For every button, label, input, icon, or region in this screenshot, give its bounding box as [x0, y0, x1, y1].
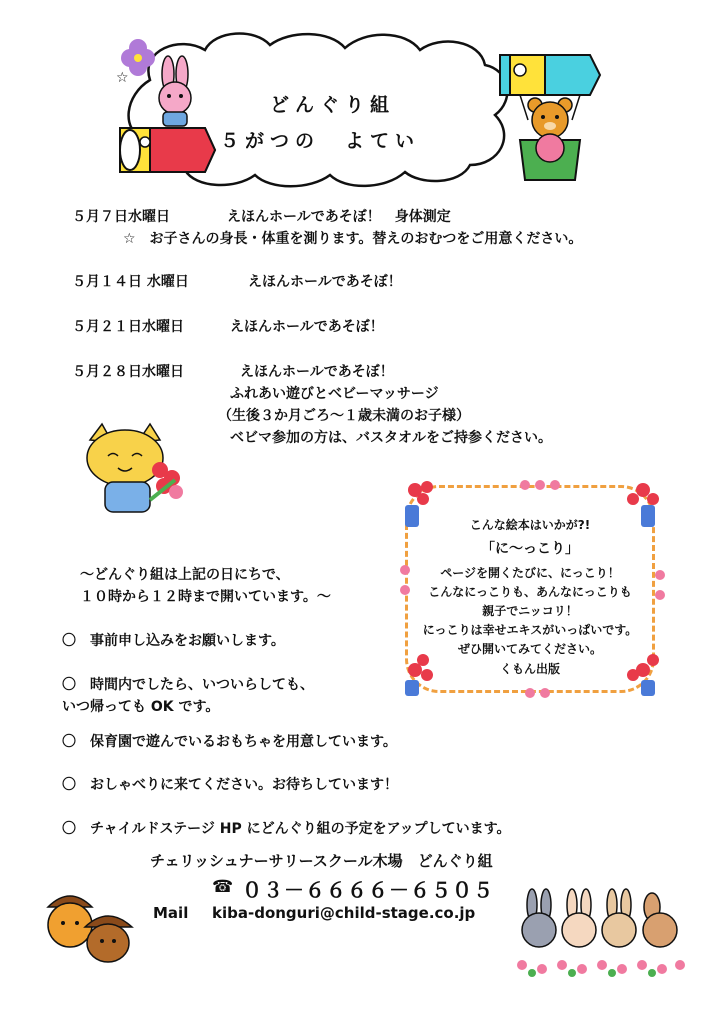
- book-line-2: こんなにっこりも、あんなにっこりも: [428, 585, 632, 599]
- notice-item: 〇 チャイルドステージ HP にどんぐり組の予定をアップしています。: [62, 821, 511, 837]
- organization-name: チェリッシュナーサリースクール木場 どんぐり組: [150, 852, 493, 870]
- notice-item: 〇 保育園で遊んでいるおもちゃを用意しています。: [62, 734, 397, 750]
- notice-item: 〇 時間内でしたら、いついらしても、: [62, 677, 314, 693]
- book-line-4: にっこりは幸せエキスがいっぱいです。: [422, 623, 638, 637]
- cat-with-bouquet-icon: [80, 420, 190, 520]
- basket-icon: [520, 134, 580, 180]
- notice-item: 〇 おしゃべりに来てください。お待ちしています！: [62, 777, 398, 793]
- measurement-note: ☆ お子さんの身長・体重を測ります。替えのおむつをご用意ください。: [123, 231, 583, 247]
- svg-text:☆: ☆: [116, 70, 129, 86]
- hours-line-1: ～どんぐり組は上記の日にちで、: [80, 567, 290, 583]
- mail-label: Mail: [153, 904, 189, 922]
- schedule-date-may21: ５月２１日水曜日: [72, 319, 184, 335]
- book-intro: こんな絵本はいかが?!: [469, 518, 591, 532]
- email-link[interactable]: kiba-donguri@child-stage.co.jp: [212, 904, 476, 922]
- phone-number[interactable]: ０３－６６６６－６５０５: [242, 878, 494, 902]
- schedule-event-may14: えほんホールであそぼ！: [248, 274, 402, 290]
- may28-detail-3: ベビマ参加の方は、バスタオルをご持参ください。: [230, 430, 552, 446]
- bear-icon: [528, 98, 572, 138]
- phone-icon: ☎: [212, 877, 234, 897]
- book-line-5: ぜひ開いてみてください。: [457, 642, 602, 656]
- schedule-event-may7: えほんホールであそぼ！ 身体測定: [227, 209, 451, 225]
- schedule-event-may28: えほんホールであそぼ！: [240, 364, 394, 380]
- page-title: どんぐり組: [270, 94, 396, 116]
- hours-line-2: １０時から１２時まで開いています。～: [80, 589, 331, 605]
- page-subtitle: ５がつの よてい: [220, 130, 421, 152]
- book-title: 「に～っこり」: [481, 541, 579, 557]
- book-line-1: ページを開くたびに、にっこり！: [440, 566, 620, 580]
- schedule-event-may21: えほんホールであそぼ！: [230, 319, 384, 335]
- notice-item-continued: いつ帰っても OK です。: [62, 699, 220, 715]
- schedule-date-may14: ５月１４日 水曜日: [72, 274, 189, 290]
- notice-item: 〇 事前申し込みをお願いします。: [62, 633, 285, 649]
- book-publisher: くもん出版: [499, 662, 560, 676]
- schedule-date-may7: ５月７日水曜日: [72, 209, 170, 225]
- may28-detail-1: ふれあい遊びとベビーマッサージ: [230, 386, 439, 402]
- koinobori-left-icon: [120, 128, 215, 172]
- acorn-characters-icon: [40, 885, 140, 965]
- rabbit-group-icon: [510, 885, 690, 980]
- schedule-date-may28: ５月２８日水曜日: [72, 364, 184, 380]
- book-line-3: 親子でニッコリ！: [482, 604, 578, 618]
- may28-detail-2: （生後３か月ごろ～１歳未満のお子様）: [218, 408, 470, 424]
